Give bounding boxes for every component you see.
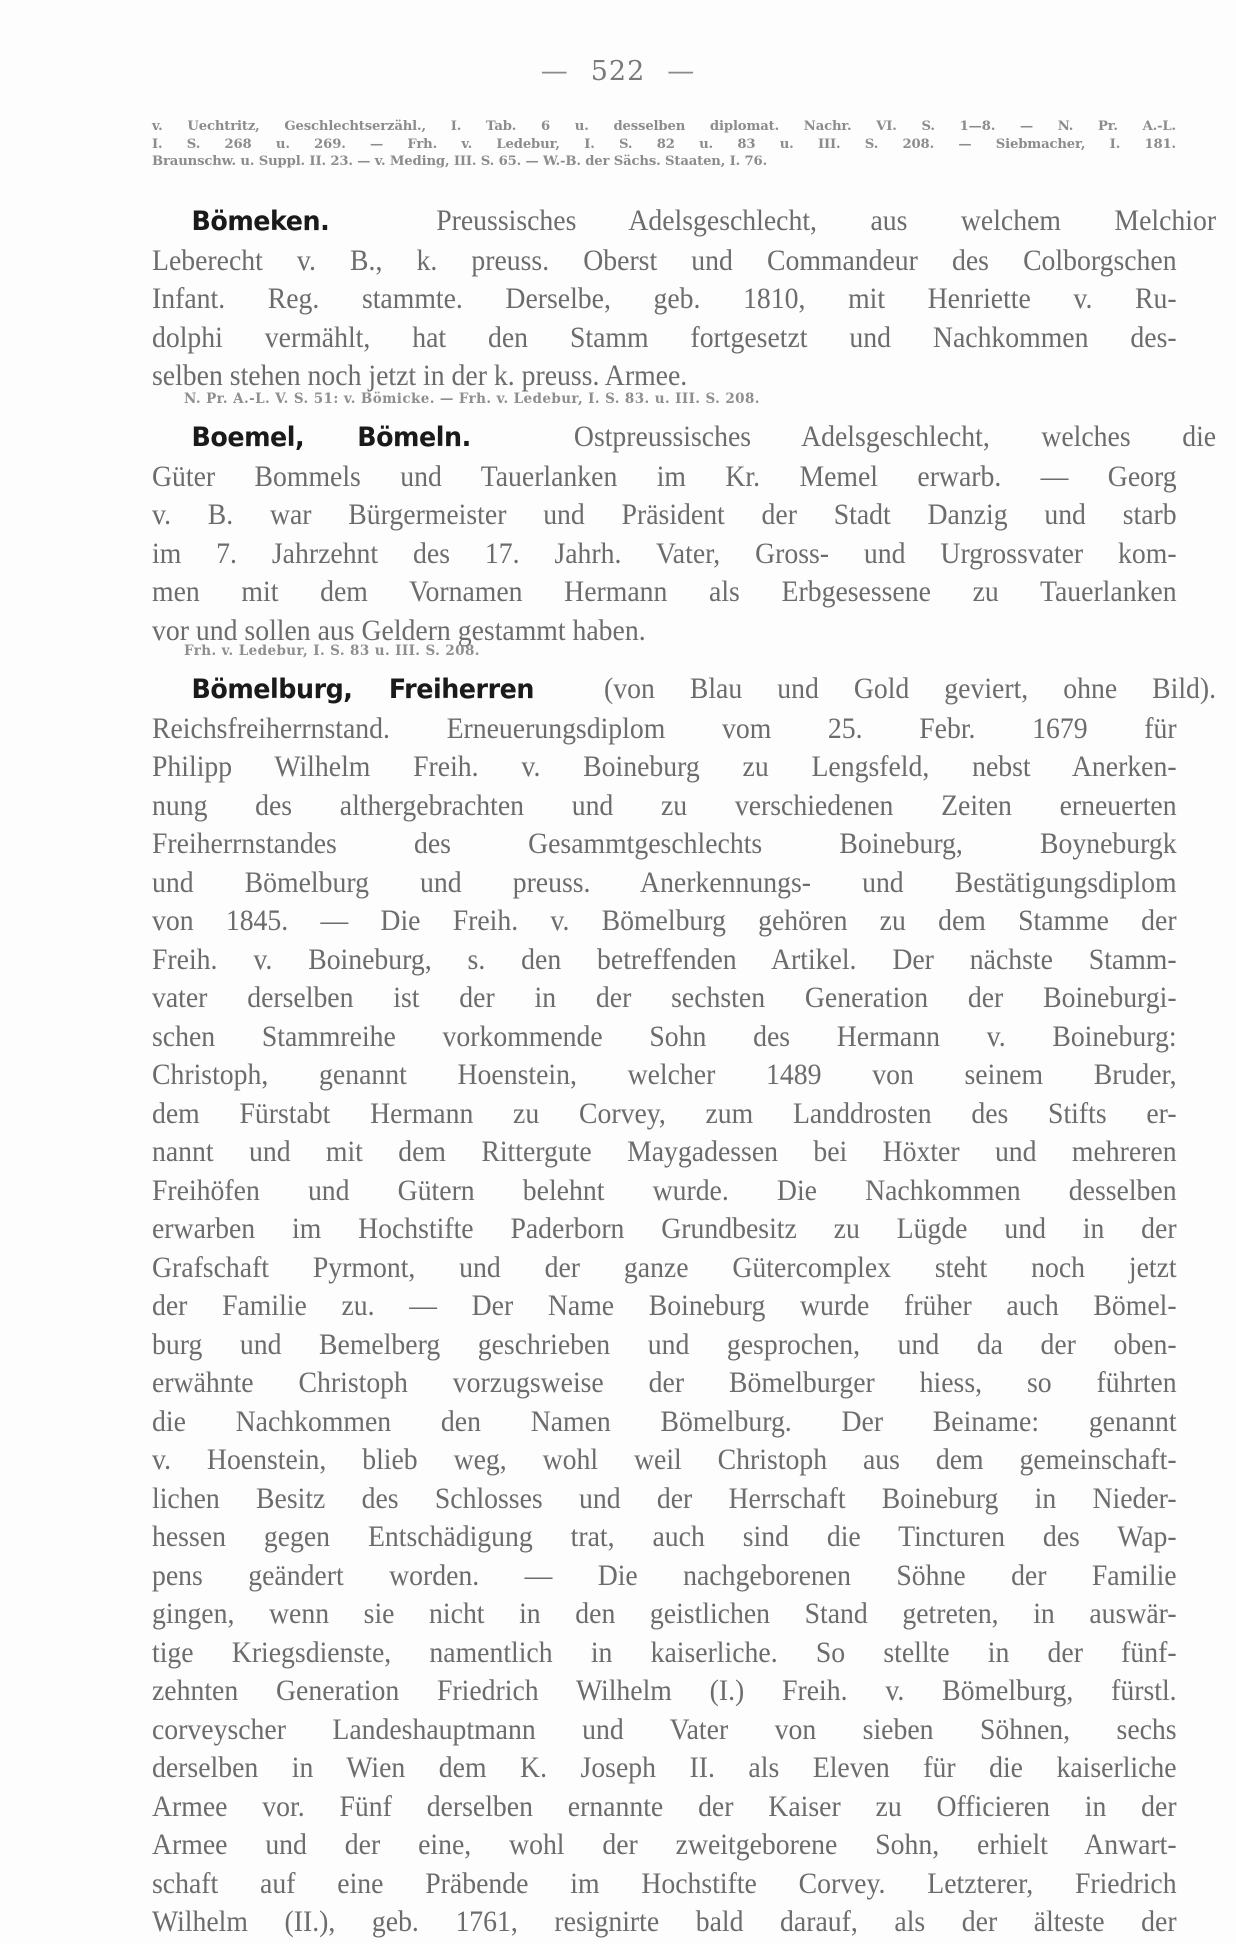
entry-line: derselben in Wien dem K. Joseph II. als Eleven für die kaiserliche: [152, 1752, 1177, 1784]
entry-line: die Nachkommen den Namen Bömelburg. Der Beiname: genannt: [152, 1405, 1177, 1438]
entry-line: schen Stammreihe vorkommende Sohn des Hermann v. Boineburg:: [152, 1020, 1177, 1053]
entry-line: der Familie zu. — Der Name Boineburg wurde früher auch Bömel-: [152, 1290, 1177, 1322]
entry-line: Wilhelm (II.), geb. 1761, resignirte bald darauf, als der älteste der: [152, 1906, 1177, 1938]
top-references: [152, 118, 1176, 171]
entry-line: Grafschaft Pyrmont, und der ganze Gütercomplex steht noch jetzt: [152, 1251, 1177, 1284]
entry-lemma: Boemel, Bömeln.: [191, 422, 471, 453]
entry-line: Reichsfreiherrnstand. Erneuerungsdiplom vom 25. Febr. 1679 für: [152, 712, 1177, 745]
entry-line: Armee und der eine, wohl der zweitgeborene Sohn, erhielt Anwart-: [152, 1829, 1177, 1861]
page-number-header: [0, 56, 1236, 87]
entry-line: nung des althergebrachten und zu verschiedenen Zeiten erneuerten: [152, 789, 1177, 822]
entry-first-line: [152, 202, 1216, 242]
entry-line: im 7. Jahrzehnt des 17. Jahrh. Vater, Gross- und Urgrossvater kom-: [152, 537, 1177, 570]
entry-first-line: [152, 418, 1216, 458]
entry-line: Leberecht v. B., k. preuss. Oberst und Commandeur des Colborgschen: [152, 244, 1177, 277]
entry-source: Frh. v. Ledebur, I. S. 83 u. III. S. 208.: [184, 643, 480, 659]
reference-line: I. S. 268 u. 269. — Frh. v. Ledebur, I. S. 82 u. 83 u. III. S. 208. — Siebmacher, I. 181.: [152, 136, 1176, 152]
entry-line: schaft auf eine Präbende im Hochstifte Corvey. Letzterer, Friedrich: [152, 1867, 1177, 1900]
entry-line: tige Kriegsdienste, namentlich in kaiserliche. So stellte in der fünf-: [152, 1636, 1177, 1669]
entry-line: gingen, wenn sie nicht in den geistlichen Stand getreten, in auswär-: [152, 1598, 1177, 1630]
page-number: 522: [590, 56, 646, 87]
entry-line: Philipp Wilhelm Freih. v. Boineburg zu Lengsfeld, nebst Anerken-: [152, 751, 1177, 783]
dash-right: —: [667, 56, 696, 87]
entry-line: Infant. Reg. stammte. Derselbe, geb. 1810, mit Henriette v. Ru-: [152, 283, 1177, 315]
reference-line: v. Uechtritz, Geschlechtserzähl., I. Tab. 6 u. desselben diplomat. Nachr. VI. S. 1—8. — N. Pr. A.-L.: [152, 119, 1176, 134]
entry-line: Güter Bommels und Tauerlanken im Kr. Memel erwarb. — Georg: [152, 460, 1177, 493]
entry-line: vater derselben ist der in der sechsten Generation der Boineburgi-: [152, 982, 1177, 1014]
entry-line: nannt und mit dem Rittergute Maygadessen bei Höxter und mehreren: [152, 1136, 1177, 1168]
entry-text: (von Blau und Gold geviert, ohne Bild).: [604, 673, 1217, 705]
entry-line: lichen Besitz des Schlosses und der Herrschaft Boineburg in Nieder-: [152, 1482, 1177, 1515]
entry-line: von 1845. — Die Freih. v. Bömelburg gehören zu dem Stamme der: [152, 905, 1177, 937]
entry-line: Freihöfen und Gütern belehnt wurde. Die Nachkommen desselben: [152, 1174, 1177, 1207]
entry-line: v. B. war Bürgermeister und Präsident der Stadt Danzig und starb: [152, 499, 1177, 531]
entry-line: selben stehen noch jetzt in der k. preuss. Armee.: [152, 360, 688, 392]
entry-line: erwähnte Christoph vorzugsweise der Bömelburger hiess, so führten: [152, 1367, 1177, 1399]
entry-line: corveyscher Landeshauptmann und Vater von sieben Söhnen, sechs: [152, 1713, 1177, 1746]
reference-line: Braunschw. u. Suppl. II. 23. — v. Meding, III. S. 65. — W.-B. der Sächs. Staaten, I. 76.: [152, 154, 768, 169]
entry-text: Ostpreussisches Adelsgeschlecht, welches die: [573, 421, 1217, 453]
entry-text: Preussisches Adelsgeschlecht, aus welchem Melchior: [436, 205, 1217, 237]
entry-line: erwarben im Hochstifte Paderborn Grundbesitz zu Lügde und in der: [152, 1213, 1177, 1245]
dash-left: —: [540, 56, 569, 87]
entry-line: burg und Bemelberg geschrieben und gesprochen, und da der oben-: [152, 1328, 1177, 1361]
entry-line: dem Fürstabt Hermann zu Corvey, zum Landdrosten des Stifts er-: [152, 1097, 1177, 1130]
entry-boemeken: [152, 202, 1217, 396]
entry-line: Christoph, genannt Hoenstein, welcher 1489 von seinem Bruder,: [152, 1059, 1177, 1091]
entry-line: v. Hoenstein, blieb weg, wohl weil Christoph aus dem gemeinschaft-: [152, 1444, 1177, 1476]
entry-boemelburg: [152, 670, 1217, 1942]
entry-line: Freih. v. Boineburg, s. den betreffenden Artikel. Der nächste Stamm-: [152, 943, 1177, 976]
entry-line: und Bömelburg und preuss. Anerkennungs- und Bestätigungsdiplom: [152, 866, 1177, 899]
entry-source: N. Pr. A.-L. V. S. 51: v. Bömicke. — Frh. v. Ledebur, I. S. 83. u. III. S. 208.: [184, 391, 760, 407]
entry-line: pens geändert worden. — Die nachgeborenen Söhne der Familie: [152, 1559, 1177, 1592]
entry-line: hessen gegen Entschädigung trat, auch sind die Tincturen des Wap-: [152, 1521, 1177, 1553]
entry-line: Freiherrnstandes des Gesammtgeschlechts Boineburg, Boyneburgk: [152, 828, 1177, 860]
entry-line: dolphi vermählt, hat den Stamm fortgesetzt und Nachkommen des-: [152, 321, 1177, 354]
entry-lemma: Bömelburg, Freiherren: [191, 674, 534, 705]
entry-line: men mit dem Vornamen Hermann als Erbgesessene zu Tauerlanken: [152, 576, 1177, 608]
entry-line: vor und sollen aus Geldern gestammt haben.: [152, 614, 646, 647]
entry-lemma: Bömeken.: [191, 206, 330, 237]
entry-first-line: [152, 670, 1216, 710]
entry-line: zehnten Generation Friedrich Wilhelm (I.) Freih. v. Bömelburg, fürstl.: [152, 1675, 1177, 1707]
entry-boemel: [152, 418, 1217, 650]
entry-line: Armee vor. Fünf derselben ernannte der Kaiser zu Officieren in der: [152, 1790, 1177, 1823]
